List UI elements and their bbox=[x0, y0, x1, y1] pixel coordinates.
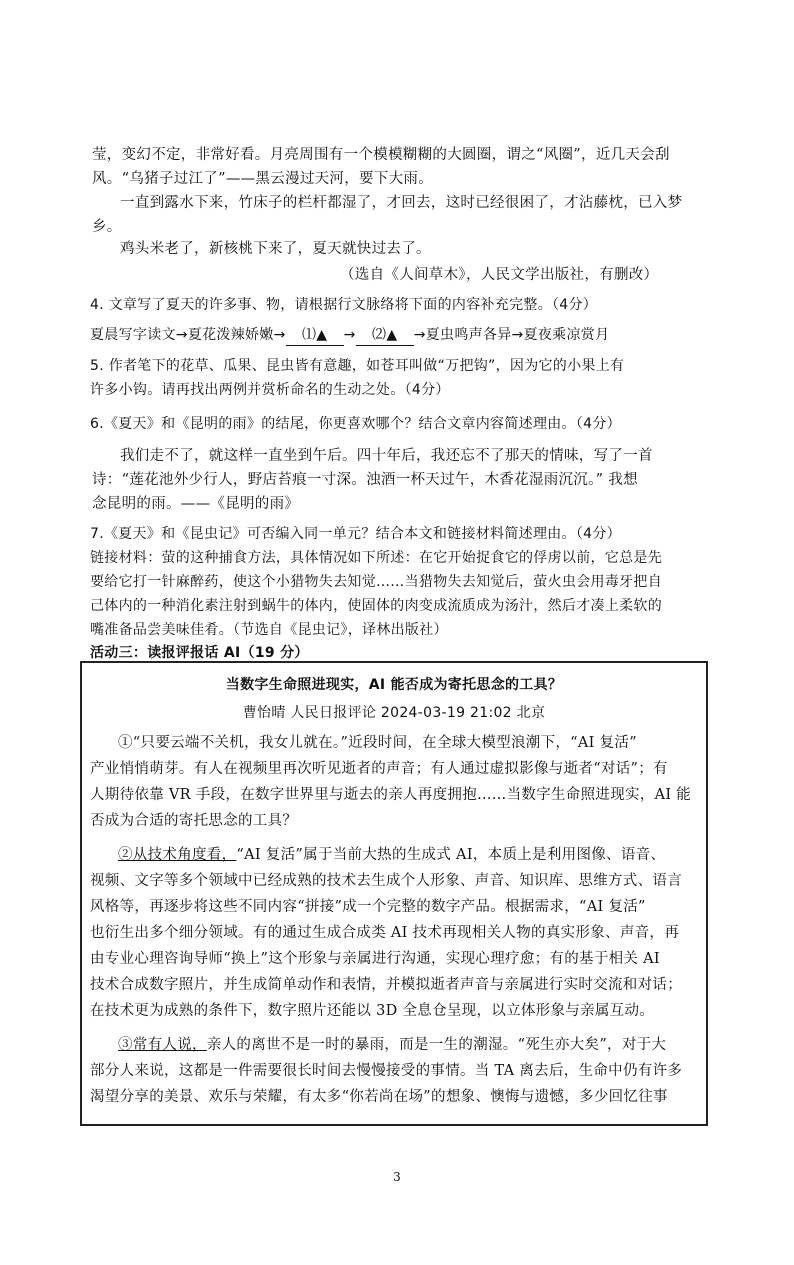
q6-quote-line: 我们走不了，就这样一直坐到午后。四十年后，我还忘不了那天的情味，写了一首 bbox=[120, 448, 653, 464]
passage-line: 风。“乌猪子过江了”——黑云漫过天河，要下大雨。 bbox=[92, 171, 434, 187]
article-paragraph-line: 视频、文字等多个领域中已经成熟的技术去生成个人形象、声音、知识库、思维方式、语言 bbox=[90, 873, 682, 889]
article-paragraph-line: 产业悄悄萌芽。有人在视频里再次听见逝者的声音；有人通过虚拟影像与逝者“对话”；有 bbox=[90, 761, 668, 777]
q4-blank-2[interactable]: ⑵▲ bbox=[356, 325, 414, 346]
article-paragraph-line: 人期待依靠 VR 手段，在数字世界里与逝去的亲人再度拥抱……当数字生命照进现实，AI 能 bbox=[90, 787, 692, 803]
q4-chain bbox=[90, 325, 609, 346]
q7-link-line: 嘴准备品尝美味佳肴。（节选自《昆虫记》，译林出版社） bbox=[90, 622, 448, 638]
question-7: 7.《夏天》和《昆虫记》可否编入同一单元？结合本文和链接材料简述理由。（4分） bbox=[90, 526, 621, 542]
article-box bbox=[80, 661, 708, 1126]
question-6: 6.《夏天》和《昆明的雨》的结尾，你更喜欢哪个？结合文章内容简述理由。（4分） bbox=[90, 416, 621, 432]
paragraph-2-lead: ②从技术角度看， bbox=[118, 847, 237, 863]
passage-line: 鸡头米老了，新核桃下来了，夏天就快过去了。 bbox=[120, 241, 431, 257]
q4-blank-1[interactable]: ⑴▲ bbox=[286, 325, 344, 346]
article-paragraph-line bbox=[118, 1035, 666, 1055]
page-number: 3 bbox=[393, 1170, 401, 1184]
q6-quote-line: 念昆明的雨。——《昆明的雨》 bbox=[92, 496, 300, 512]
q7-link-line: 要给它打一针麻醉药，使这个小猎物失去知觉……当猎物失去知觉后，萤火虫会用毒牙把自 bbox=[90, 574, 662, 590]
article-paragraph-line: 渴望分享的美景、欢乐与荣耀，有太多“你若尚在场”的想象、懊悔与遗憾，多少回忆往事 bbox=[90, 1089, 668, 1105]
article-paragraph-line: 部分人来说，这都是一件需要很长时间去慢慢接受的事情。当 TA 离去后，生命中仍有许多 bbox=[90, 1063, 683, 1079]
q6-quote-line: 诗：“莲花池外少行人，野店苔痕一寸深。浊酒一杯天过午，木香花湿雨沉沉。” 我想 bbox=[92, 472, 638, 488]
article-paragraph-line: 在技术更为成熟的条件下，数字照片还能以 3D 全息仓呈现，以立体形象与亲属互动。 bbox=[90, 1003, 655, 1019]
passage-line: 莹，变幻不定，非常好看。月亮周围有一个模模糊糊的大圆圈，谓之“风圈”，近几天会刮 bbox=[92, 147, 670, 163]
article-byline: 曹怡晴 人民日报评论 2024-03-19 21:02 北京 bbox=[242, 705, 546, 721]
activity-3-heading: 活动三：读报评报话 AI（19 分） bbox=[90, 645, 309, 661]
passage-line: 乡。 bbox=[92, 219, 122, 235]
q7-link-line: 链接材料：萤的这种捕食方法，具体情况如下所述：在它开始捉食它的俘虏以前，它总是先 bbox=[90, 550, 662, 566]
article-paragraph-line: 否成为合适的寄托思念的工具？ bbox=[90, 813, 298, 829]
q7-link-line: 己体内的一种消化素注射到蜗牛的体内，使固体的肉变成流质成为汤汁，然后才凑上柔软的 bbox=[90, 598, 662, 614]
q4-arrow: → bbox=[343, 327, 356, 343]
article-paragraph-line: 也衍生出多个细分领域。有的通过生成合成类 AI 技术再现相关人物的真实形象、声音，再 bbox=[90, 925, 680, 941]
paragraph-2-text: “AI 复活”属于当前大热的生成式 AI，本质上是利用图像、语音、 bbox=[236, 847, 666, 863]
question-5-line2: 许多小钩。请再找出两例并赏析命名的生动之处。（4分） bbox=[90, 382, 450, 398]
paragraph-3-lead: ③常有人说， bbox=[118, 1037, 207, 1053]
question-5-line1: 5. 作者笔下的花草、瓜果、昆虫皆有意趣，如苍耳叫做“万把钩”，因为它的小果上有 bbox=[90, 358, 625, 374]
article-paragraph-line: 由专业心理咨询导师“换上”这个形象与亲属进行沟通，实现心理疗愈；有的基于相关 AI bbox=[90, 951, 660, 967]
paragraph-3-text: 亲人的离世不是一时的暴雨，而是一生的潮湿。“死生亦大矣”，对于大 bbox=[206, 1037, 667, 1053]
article-paragraph-line: 风格等，再逐步将这些不同内容“拼接”成一个完整的数字产品。根据需求，“AI 复活” bbox=[90, 899, 646, 915]
passage-source: （选自《人间草木》，人民文学出版社，有删改） bbox=[340, 267, 659, 283]
q4-chain-start: 夏晨写字读文→夏花泼辣娇嫩→ bbox=[90, 327, 286, 343]
passage-line: 一直到露水下来，竹床子的栏杆都湿了，才回去，这时已经很困了，才沾藤枕，已入梦 bbox=[120, 195, 683, 211]
article-paragraph-line bbox=[118, 845, 665, 865]
q4-chain-end: →夏虫鸣声各异→夏夜乘凉赏月 bbox=[413, 327, 610, 343]
question-4: 4. 文章写了夏天的许多事、物，请根据行文脉络将下面的内容补充完整。（4分） bbox=[90, 297, 598, 313]
article-title: 当数字生命照进现实，AI 能否成为寄托思念的工具？ bbox=[225, 677, 563, 693]
article-paragraph-line: 技术合成数字照片，并生成简单动作和表情，并模拟逝者声音与亲属进行实时交流和对话； bbox=[90, 977, 682, 993]
article-paragraph-line: ①“只要云端不关机，我女儿就在。”近段时间，在全球大模型浪潮下，“AI 复活” bbox=[118, 735, 637, 751]
